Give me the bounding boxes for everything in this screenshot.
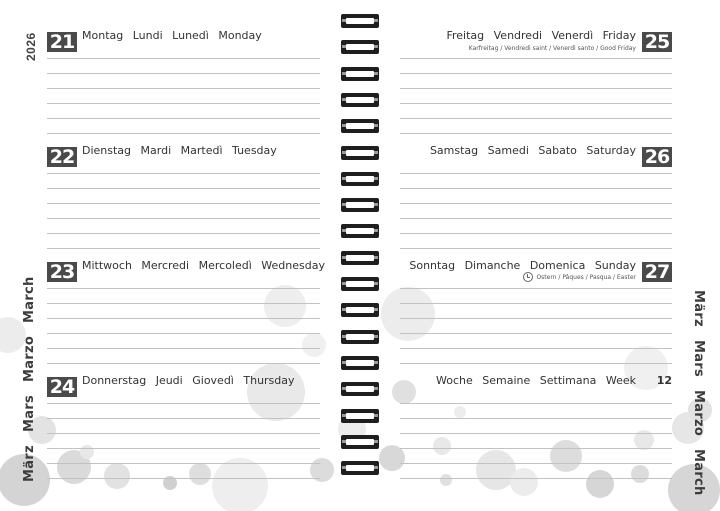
bubble <box>212 458 268 511</box>
spiral-ring <box>341 382 379 396</box>
rule-line <box>47 363 320 364</box>
month-name: März <box>691 290 706 327</box>
rule-line <box>400 303 672 304</box>
spiral-ring <box>341 40 379 54</box>
rule-line <box>47 118 320 119</box>
day-name: Monday <box>218 29 262 42</box>
day-name: Samstag <box>429 144 479 157</box>
week-names <box>400 374 636 390</box>
spiral-ring <box>341 461 379 475</box>
day-name: Domenica <box>529 259 586 272</box>
day-name: Montag <box>82 29 124 42</box>
day-name: Sabato <box>538 144 577 157</box>
holiday-note: Karfreitag / Vendredi saint / Venerdì santo / Good Friday <box>468 45 636 52</box>
ring-inner <box>346 307 374 313</box>
rule-line <box>47 448 320 449</box>
rule-line <box>400 363 672 364</box>
bubble <box>104 463 130 489</box>
rule-line <box>400 448 672 449</box>
day-number: 23 <box>47 262 77 282</box>
rule-line <box>47 333 320 334</box>
rule-line <box>47 103 320 104</box>
month-name: März <box>22 445 37 482</box>
ring-inner <box>346 439 374 445</box>
week-name: Semaine <box>482 374 531 387</box>
bubble <box>586 470 614 498</box>
bubble <box>510 468 538 496</box>
day-number: 21 <box>47 32 77 52</box>
rule-line <box>400 348 672 349</box>
day-number: 27 <box>642 262 672 282</box>
bubble <box>247 363 305 421</box>
spiral-ring <box>341 119 379 133</box>
ring-inner <box>346 413 374 419</box>
day-name: Friday <box>602 29 636 42</box>
ring-inner <box>346 465 374 471</box>
day-name: Lunedì <box>172 29 209 42</box>
rule-line <box>47 463 320 464</box>
week-name: Week <box>605 374 636 387</box>
ring-inner <box>346 97 374 103</box>
day-name: Giovedì <box>192 374 234 387</box>
day-name: Martedì <box>180 144 223 157</box>
bubble <box>264 285 306 327</box>
rule-line <box>47 348 320 349</box>
day-name: Thursday <box>243 374 295 387</box>
bubble <box>189 463 211 485</box>
rule-line <box>47 203 320 204</box>
rule-line <box>47 188 320 189</box>
spiral-ring <box>341 198 379 212</box>
rule-line <box>47 248 320 249</box>
rule-line <box>47 218 320 219</box>
week-number: 12 <box>656 374 672 387</box>
rule-line <box>400 418 672 419</box>
bubble <box>454 406 466 418</box>
spiral-ring <box>341 303 379 317</box>
day-name: Freitag <box>446 29 485 42</box>
day-name: Sunday <box>594 259 636 272</box>
rule-line <box>400 103 672 104</box>
bubble <box>302 333 326 357</box>
rule-line <box>47 173 320 174</box>
rule-line <box>400 248 672 249</box>
day-name: Samedi <box>487 144 529 157</box>
rule-line <box>47 433 320 434</box>
day-names <box>82 29 268 45</box>
day-names <box>82 374 301 390</box>
day-name: Mittwoch <box>82 259 132 272</box>
day-name: Donnerstag <box>82 374 147 387</box>
day-name: Tuesday <box>232 144 277 157</box>
rule-line <box>400 218 672 219</box>
week-name: Woche <box>435 374 473 387</box>
month-label-right <box>684 290 706 496</box>
day-name: Lundi <box>132 29 163 42</box>
ring-inner <box>346 150 374 156</box>
rule-line <box>400 403 672 404</box>
month-name: March <box>22 276 37 324</box>
rule-line <box>47 418 320 419</box>
month-name: March <box>691 448 706 496</box>
month-name: Marzo <box>22 336 37 383</box>
day-name: Mercoledì <box>198 259 252 272</box>
holiday-note: Ostern / Pâques / Pasqua / Easter <box>536 274 636 281</box>
month-name: Mars <box>22 395 37 433</box>
spiral-ring <box>341 277 379 291</box>
rule-line <box>47 403 320 404</box>
ring-inner <box>346 281 374 287</box>
day-name: Sonntag <box>409 259 456 272</box>
month-name: Mars <box>691 339 706 377</box>
ring-inner <box>346 123 374 129</box>
spiral-ring <box>341 251 379 265</box>
rule-line <box>400 73 672 74</box>
rule-line <box>400 233 672 234</box>
spiral-ring <box>341 409 379 423</box>
spiral-ring <box>341 146 379 160</box>
day-number: 25 <box>642 32 672 52</box>
day-name: Wednesday <box>261 259 325 272</box>
month-label-left <box>22 276 44 482</box>
ring-inner <box>346 386 374 392</box>
rule-line <box>400 318 672 319</box>
rule-line <box>400 203 672 204</box>
rule-line <box>400 478 672 479</box>
rule-line <box>400 173 672 174</box>
bubble <box>433 437 451 455</box>
ring-inner <box>346 176 374 182</box>
rule-line <box>400 463 672 464</box>
day-names <box>82 144 283 160</box>
rule-line <box>47 233 320 234</box>
ring-inner <box>346 334 374 340</box>
spiral-ring <box>341 172 379 186</box>
day-number: 22 <box>47 147 77 167</box>
rule-line <box>400 433 672 434</box>
bubble <box>440 474 452 486</box>
day-name: Dienstag <box>82 144 132 157</box>
rule-line <box>400 58 672 59</box>
rule-line <box>47 88 320 89</box>
rule-line <box>400 88 672 89</box>
ring-inner <box>346 228 374 234</box>
bubble <box>550 440 582 472</box>
ring-inner <box>346 18 374 24</box>
ring-inner <box>346 255 374 261</box>
day-name: Mercredi <box>141 259 190 272</box>
rule-line <box>47 303 320 304</box>
spiral-ring <box>341 356 379 370</box>
day-names <box>400 29 636 45</box>
rule-line <box>400 188 672 189</box>
ring-inner <box>346 71 374 77</box>
clock-icon <box>523 272 533 282</box>
day-name: Saturday <box>586 144 636 157</box>
rule-line <box>47 318 320 319</box>
day-name: Mardi <box>140 144 172 157</box>
spiral-ring <box>341 14 379 28</box>
spiral-ring <box>341 224 379 238</box>
bubble <box>631 465 649 483</box>
day-name: Vendredi <box>493 29 543 42</box>
rule-line <box>400 288 672 289</box>
spiral-ring <box>341 330 379 344</box>
month-name: Marzo <box>691 389 706 436</box>
day-names <box>400 144 636 160</box>
rule-line <box>400 333 672 334</box>
rule-line <box>400 133 672 134</box>
rule-line <box>400 118 672 119</box>
day-name: Jeudi <box>155 374 183 387</box>
year-label: 2026 <box>24 32 38 62</box>
day-name: Venerdì <box>551 29 594 42</box>
spiral-ring <box>341 67 379 81</box>
rule-line <box>47 58 320 59</box>
rule-line <box>47 133 320 134</box>
rule-line <box>47 288 320 289</box>
ring-inner <box>346 44 374 50</box>
rule-line <box>47 73 320 74</box>
spiral-ring <box>341 435 379 449</box>
rule-line <box>47 478 320 479</box>
spiral-ring <box>341 93 379 107</box>
ring-inner <box>346 202 374 208</box>
day-names <box>400 259 636 275</box>
day-names <box>82 259 331 275</box>
day-number: 24 <box>47 377 77 397</box>
day-number: 26 <box>642 147 672 167</box>
ring-inner <box>346 360 374 366</box>
day-name: Dimanche <box>464 259 521 272</box>
week-name: Settimana <box>539 374 597 387</box>
